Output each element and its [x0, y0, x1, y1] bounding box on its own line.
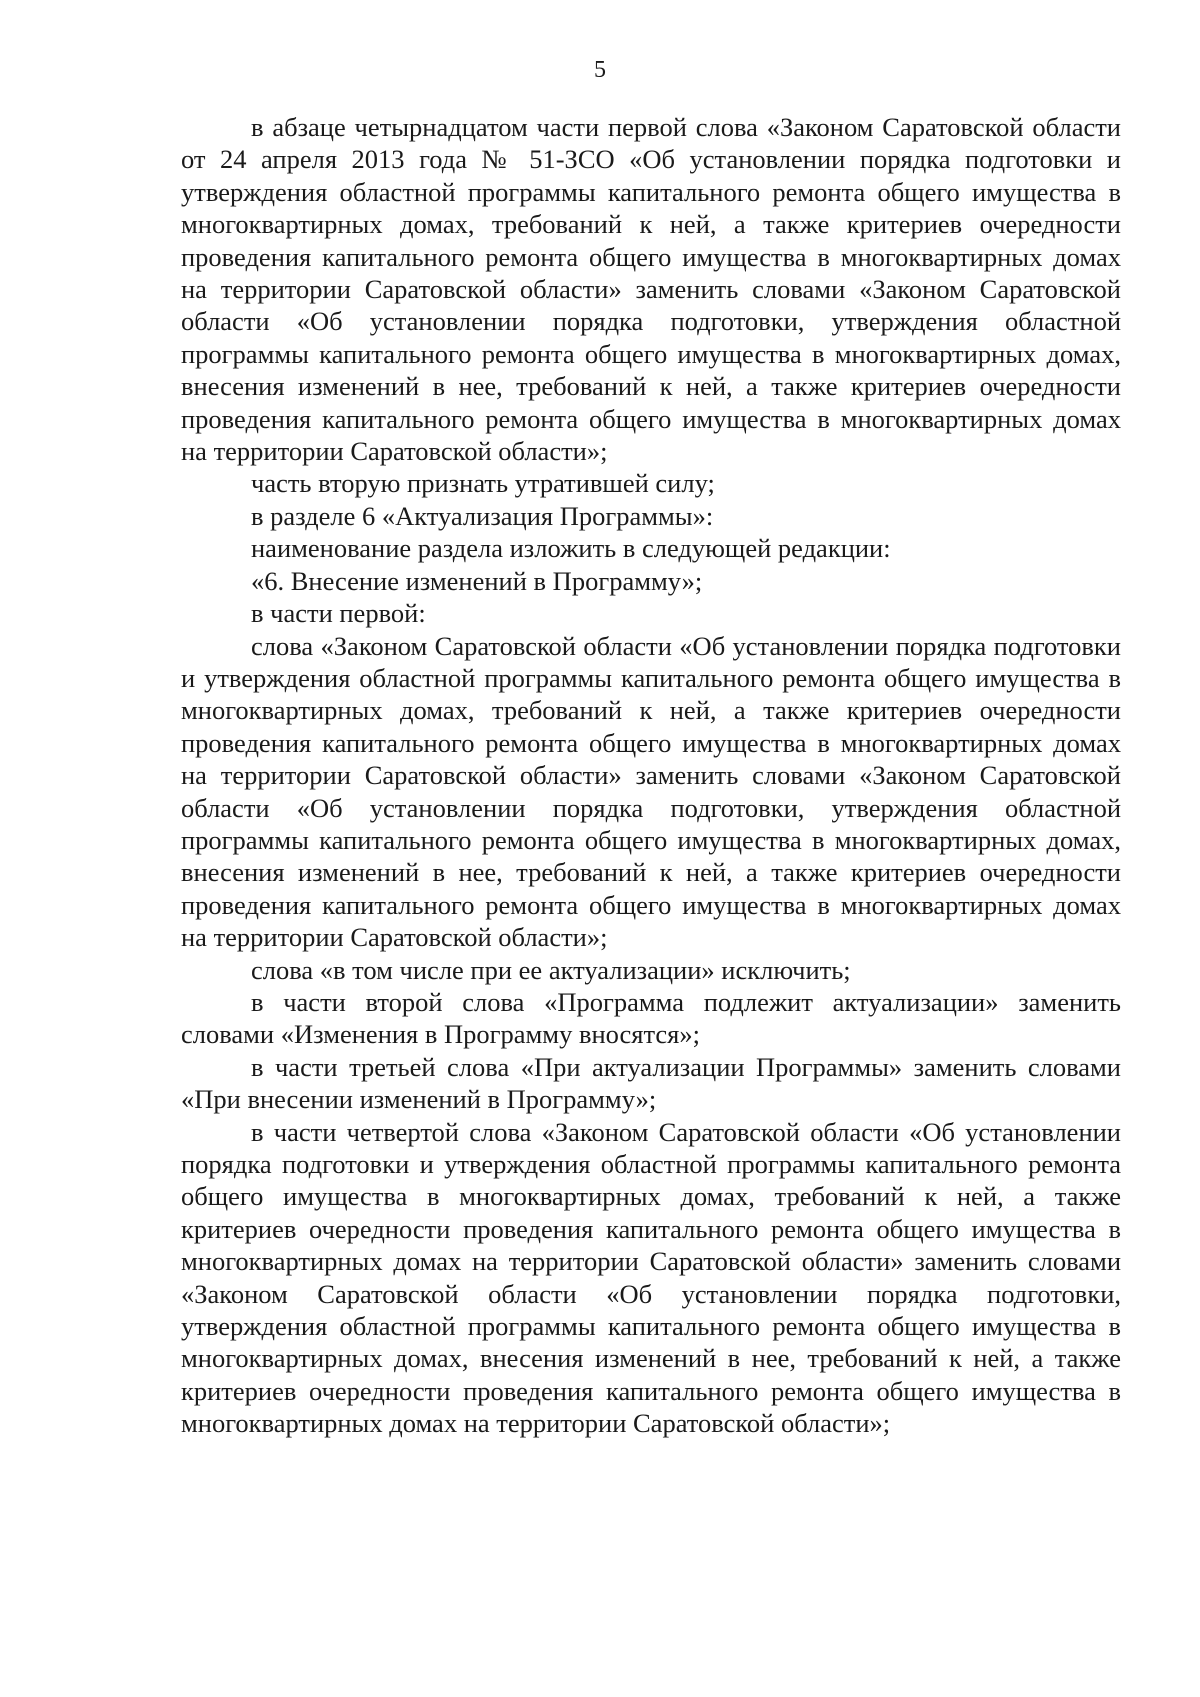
- paragraph-replace-law-words: слова «Законом Саратовской области «Об установлении порядка подготовки и утверждения областной программы капитального ремонта общего имущества в многоквартирных домах, требований к ней, а также критериев очередности проведения капитального ремонта общего имущества в многоквартирных домах на территории Саратовской области» заменить словами «Законом Саратовской области «Об установлении порядка подготовки, утверждения областной программы капитального ремонта общего имущества в многоквартирных домах, внесения изменений в нее, требований к ней, а также критериев очередности проведения капитального ремонта общего имущества в многоквартирных домах на территории Саратовской области»;: [181, 630, 1121, 953]
- paragraph-new-section-title: «6. Внесение изменений в Программу»;: [251, 565, 703, 596]
- document-body: [181, 111, 1121, 1440]
- paragraph-part-three: в части третьей слова «При актуализации Программы» заменить словами «При внесении изменений в Программу»;: [181, 1051, 1121, 1115]
- paragraph-part-two-invalid: часть вторую признать утратившей силу;: [251, 468, 715, 499]
- paragraph-section-name: наименование раздела изложить в следующей редакции:: [251, 533, 891, 564]
- paragraph-amend-paragraph-fourteen: в абзаце четырнадцатом части первой слова «Законом Саратовской области от 24 апреля 2013 года № 51-ЗСО «Об установлении порядка подготовки и утверждения областной программы капитального ремонта общего имущества в многоквартирных домах, требований к ней, а также критериев очередности проведения капитального ремонта общего имущества в многоквартирных домах на территории Саратовской области» заменить словами «Законом Саратовской области «Об установлении порядка подготовки, утверждения областной программы капитального ремонта общего имущества в многоквартирных домах, внесения изменений в нее, требований к ней, а также критериев очередности проведения капитального ремонта общего имущества в многоквартирных домах на территории Саратовской области»;: [181, 112, 1121, 467]
- paragraph-section-six: в разделе 6 «Актуализация Программы»:: [251, 500, 714, 531]
- page-number: 5: [594, 57, 606, 83]
- paragraph-part-four: в части четвертой слова «Законом Саратовской области «Об установлении порядка подготовки и утверждения областной программы капитального ремонта общего имущества в многоквартирных домах, требований к ней, а также критериев очередности проведения капитального ремонта общего имущества в многоквартирных домах на территории Саратовской области» заменить словами «Законом Саратовской области «Об установлении порядка подготовки, утверждения областной программы капитального ремонта общего имущества в многоквартирных домах, внесения изменений в нее, требований к ней, а также критериев очередности проведения капитального ремонта общего имущества в многоквартирных домах на территории Саратовской области»;: [181, 1116, 1121, 1439]
- paragraph-part-two: в части второй слова «Программа подлежит актуализации» заменить словами «Изменения в Программу вносятся»;: [181, 986, 1121, 1050]
- paragraph-part-one: в части первой:: [251, 598, 426, 629]
- paragraph-exclude-words: слова «в том числе при ее актуализации» исключить;: [251, 954, 851, 985]
